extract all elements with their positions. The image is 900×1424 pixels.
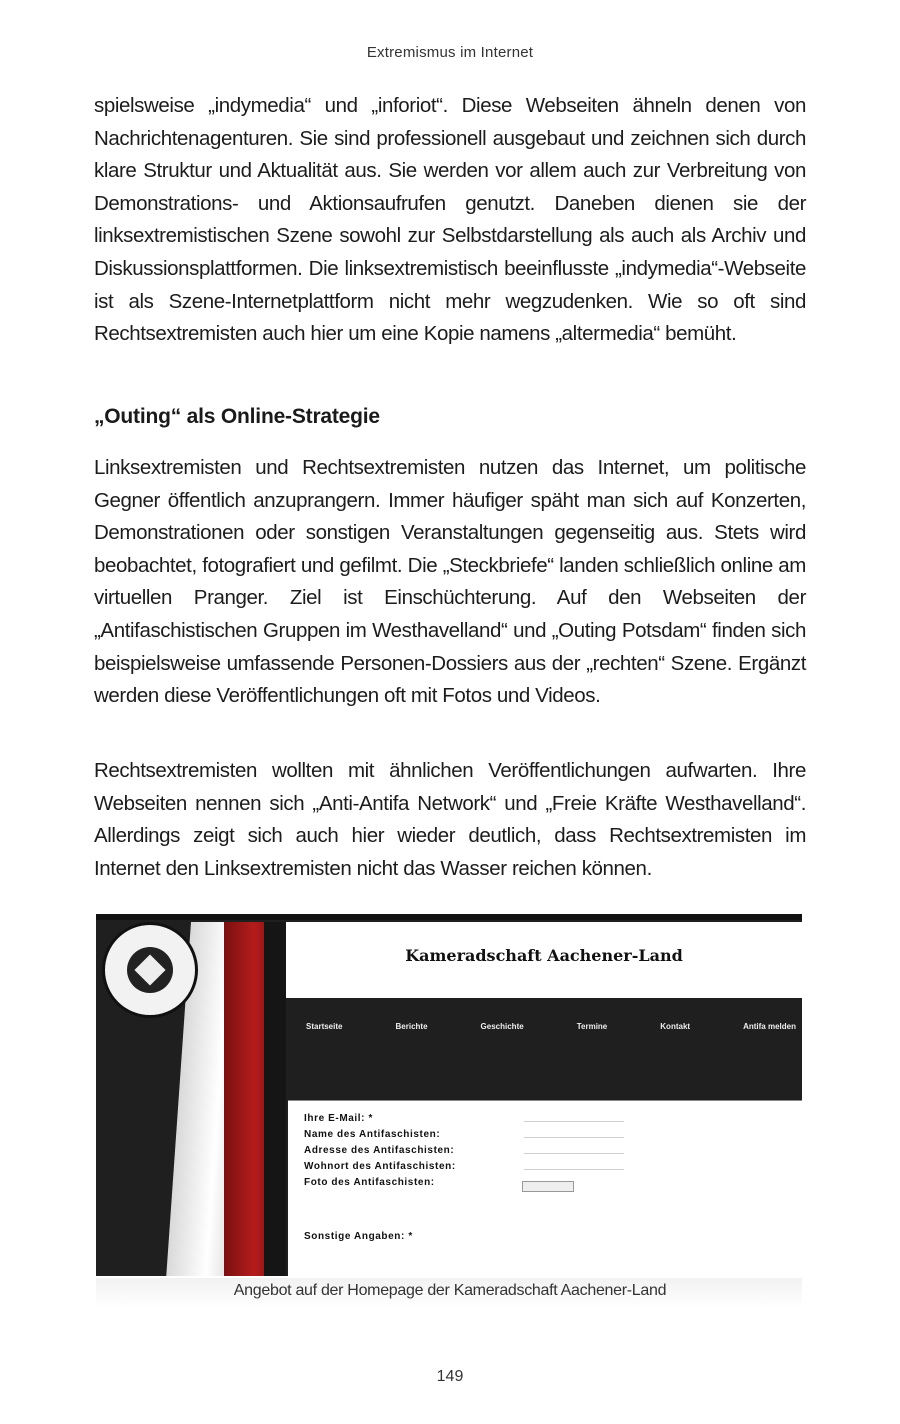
form-label-residence: Wohnort des Antifaschisten: — [304, 1161, 456, 1172]
paragraph-1: spielsweise „indymedia“ und „inforiot“. Diese Webseiten ähneln denen von Nachrichtenagenturen. Sie sind professionell ausgebaut und zeichnen sich durch klare Struktur und Aktualität aus. Sie werden vor allem auch zur Verbreitung von Demonstrations- und Aktionsaufrufen genutzt. Daneben dienen sie der linksextremistischen Szene sowohl zur Selbstdarstellung als auch als Archiv und Diskussionsplattformen. Die linksextremistisch beeinflusste „indymedia“-Webseite ist als Szene-Internetplattform nicht mehr wegzudenken. Wie so oft sind Rechtsextremisten auch hier um eine Kopie namens „altermedia“ bemüht. — [94, 94, 806, 346]
section-heading: „Outing“ als Online-Strategie — [94, 405, 380, 428]
form-label-photo: Foto des Antifaschisten: — [304, 1177, 435, 1188]
figure-caption: Angebot auf der Homepage der Kameradschaft Aachener-Land — [233, 1282, 667, 1299]
residence-field[interactable] — [524, 1169, 624, 1170]
name-field[interactable] — [524, 1137, 624, 1138]
address-field[interactable] — [524, 1153, 624, 1154]
figure-top-bar — [96, 914, 802, 920]
website-screenshot-figure — [96, 914, 802, 1276]
paragraph-2: Linksextremisten und Rechtsextremisten nutzen das Internet, um politische Gegner öffentlich anzuprangern. Immer häufiger späht man sich auf Konzerten, Demonstrationen oder sonstigen Veranstaltungen gegenseitig aus. Stets wird beobachtet, fotografiert und gefilmt. Die „Steckbriefe“ landen schließlich online am virtuellen Pranger. Ziel ist Einschüchterung. Auf den Webseiten der „Antifaschistischen Gruppen im Westhavelland“ und „Outing Potsdam“ finden sich beispielsweise umfassende Personen-Dossiers aus der „rechten“ Szene. Ergänzt werden diese Veröffentlichungen oft mit Fotos und Videos. — [94, 456, 806, 708]
page-number: 149 — [436, 1368, 464, 1385]
banner-dark-stripe — [264, 922, 286, 1276]
kameradschaft-emblem-logo — [102, 922, 198, 1018]
report-form — [288, 1100, 802, 1276]
site-title: Kameradschaft Aachener-Land — [405, 946, 683, 965]
form-label-address: Adresse des Antifaschisten: — [304, 1145, 455, 1156]
nav-item[interactable]: Geschichte — [480, 1022, 524, 1031]
site-navigation — [306, 1022, 796, 1031]
nav-item[interactable]: Startseite — [306, 1022, 343, 1031]
form-label-name: Name des Antifaschisten: — [304, 1129, 441, 1140]
nav-item[interactable]: Berichte — [395, 1022, 428, 1031]
email-field[interactable] — [524, 1121, 624, 1122]
running-head: Extremismus im Internet — [366, 44, 534, 61]
paragraph-3: Rechtsextremisten wollten mit ähnlichen Veröffentlichungen aufwarten. Ihre Webseiten nennen sich „Anti-Antifa Network“ und „Freie Kräfte Westhavelland“. Allerdings zeigt sich auch hier wieder deutlich, dass Rechtsextremisten im Internet den Linksextremisten nicht das Wasser reichen können. — [94, 759, 806, 880]
photo-upload-button[interactable] — [522, 1181, 574, 1192]
form-label-other: Sonstige Angaben: * — [304, 1231, 413, 1242]
site-header — [286, 922, 802, 998]
nav-item[interactable]: Kontakt — [660, 1022, 691, 1031]
nav-item[interactable]: Termine — [576, 1022, 608, 1031]
nav-item[interactable]: Antifa melden — [743, 1022, 796, 1031]
form-label-email: Ihre E-Mail: * — [304, 1113, 373, 1124]
